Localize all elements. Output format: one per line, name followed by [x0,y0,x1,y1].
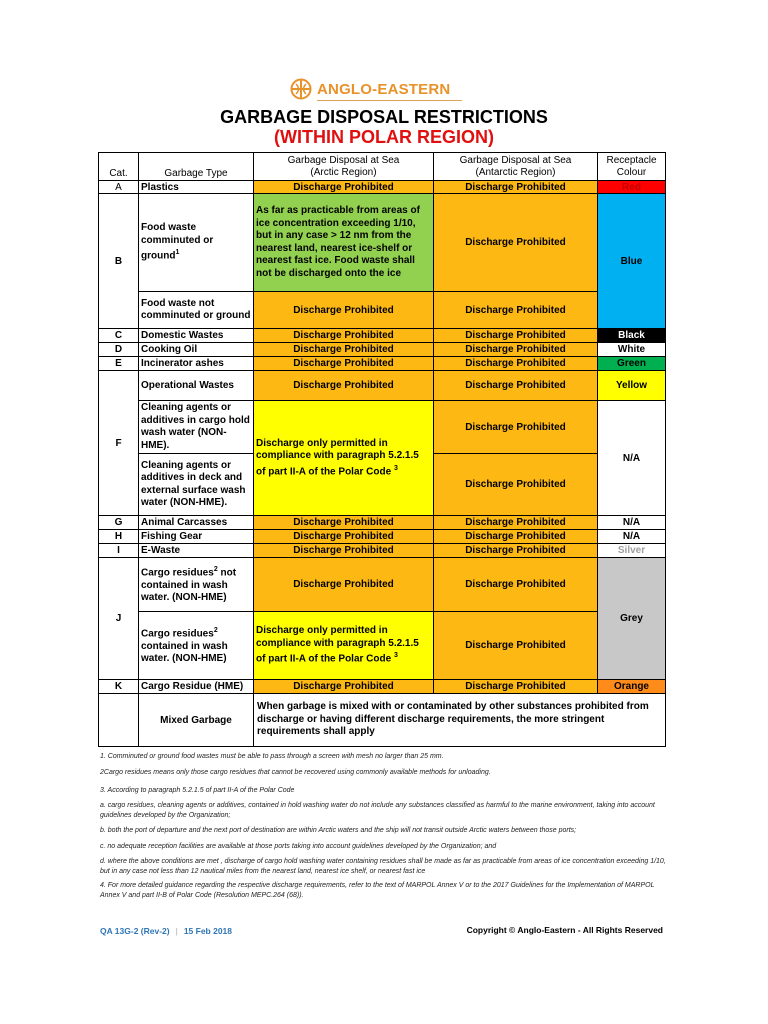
table-row [99,612,666,680]
document-reference [100,926,232,936]
header-arctic-line1: Garbage Disposal at Sea [287,154,400,166]
colour-cell: Yellow [598,371,666,401]
arctic-cell [254,401,434,516]
arctic-cell: Discharge Prohibited [254,181,434,194]
copyright-notice: Copyright © Anglo-Eastern - All Rights Reserved [466,925,663,935]
table-row [99,357,666,371]
cat-cell: J [99,558,139,680]
footnote-ref: 3 [393,464,398,472]
type-cell: Cleaning agents or additives in cargo hold wash water (NON-HME). [139,401,254,454]
type-cell: Mixed Garbage [139,694,254,747]
footnote-1: 1. Comminuted or ground food wastes must be able to pass through a screen with mesh no larger than 25 mm. [100,753,444,760]
table-row [99,181,666,194]
type-cell [139,612,254,680]
colour-cell: Green [598,357,666,371]
header-arctic [254,153,434,181]
antarctic-cell: Discharge Prohibited [434,612,598,680]
footnote-b: b. both the port of departure and the next port of destination are within Arctic waters and the ship will not transit outside Arctic waters between those ports; [100,827,577,834]
page-subtitle: (WITHIN POLAR REGION) [274,127,494,147]
antarctic-cell: Discharge Prohibited [434,181,598,194]
type-text-cont: not contained in wash water. (NON-HME) [141,567,237,604]
type-text: Cargo residues [141,567,214,579]
footnote-d: d. where the above conditions are met , discharge of cargo hold washing water containing residues shall be made as far as practicable from areas of ice concentration exceeding 1/10, but in any case not less than 12 nautical miles from the nearest land, nearest ice shelf, or nearest fast ice [100,858,666,875]
header-antarctic-line2: (Antarctic Region) [475,166,556,178]
antarctic-cell: Discharge Prohibited [434,371,598,401]
footnote-ref: 1 [175,249,180,257]
table-row [99,558,666,612]
arctic-cell: Discharge Prohibited [254,329,434,343]
antarctic-cell: Discharge Prohibited [434,401,598,454]
colour-cell: Red [598,181,666,194]
document-id: QA 13G-2 (Rev-2) [100,926,170,936]
cat-cell: G [99,516,139,530]
footer-separator: | [175,926,178,936]
cat-cell: D [99,343,139,357]
antarctic-cell: Discharge Prohibited [434,194,598,292]
colour-cell: Blue [598,194,666,329]
antarctic-cell: Discharge Prohibited [434,329,598,343]
garbage-restrictions-table [98,152,666,747]
table-row [99,680,666,694]
header-row [99,153,666,181]
footnote-2: 2Cargo residues means only those cargo residues that cannot be recovered using commonly available methods for unloading. [100,769,491,776]
table-row [99,194,666,292]
antarctic-cell: Discharge Prohibited [434,680,598,694]
table-row [99,371,666,401]
type-cell: Operational Wastes [139,371,254,401]
cat-cell: E [99,357,139,371]
header-antarctic [434,153,598,181]
table-row [99,530,666,544]
type-cell: Cleaning agents or additives in deck and external surface wash water (NON-HME). [139,454,254,516]
mixed-rule-cell: When garbage is mixed with or contaminated by other substances prohibited from discharge or having different discharge requirements, the more stringent requirements shall apply [254,694,666,747]
type-cell: Fishing Gear [139,530,254,544]
document-date: 15 Feb 2018 [183,926,233,936]
logo-underline [317,100,462,101]
type-cell: Plastics [139,181,254,194]
table-row [99,544,666,558]
header-colour [598,153,666,181]
permit-text: Discharge only permitted in compliance with paragraph 5.2.1.5 of part II-A of the Polar Code [256,625,419,665]
arctic-cell: Discharge Prohibited [254,558,434,612]
type-cell: Animal Carcasses [139,516,254,530]
cat-cell-empty [99,694,139,747]
colour-cell: Grey [598,558,666,680]
type-cell: Food waste not comminuted or ground [139,292,254,329]
header-colour-line1: Receptacle [606,154,657,166]
table-row [99,292,666,329]
anglo-eastern-emblem-icon [290,78,312,100]
type-cell: Cargo Residue (HME) [139,680,254,694]
table-row [99,516,666,530]
antarctic-cell: Discharge Prohibited [434,292,598,329]
cat-cell: A [99,181,139,194]
type-text: Food waste comminuted or ground [141,222,214,262]
cat-cell: H [99,530,139,544]
footnote-4: 4. For more detailed guidance regarding the respective discharge requirements, refer to the text of MARPOL Annex V or to the 2017 Guidelines for the Implementation of MARPOL Annex V and part II-B of Polar Code (Resolution MEPC.264 (68)). [100,882,655,899]
cat-cell: I [99,544,139,558]
arctic-cell: Discharge Prohibited [254,516,434,530]
arctic-cell: Discharge Prohibited [254,530,434,544]
footnote-ref: 2 [213,627,218,635]
arctic-cell: Discharge Prohibited [254,544,434,558]
type-cell: E-Waste [139,544,254,558]
arctic-cell: Discharge Prohibited [254,371,434,401]
type-text-cont: contained in wash water. (NON-HME) [141,640,228,665]
header-arctic-line2: (Arctic Region) [310,166,377,178]
antarctic-cell: Discharge Prohibited [434,558,598,612]
type-text: Cargo residues [141,628,214,640]
footnote-ref: 3 [393,652,398,660]
colour-cell: Silver [598,544,666,558]
colour-cell: N/A [598,401,666,516]
page-title: GARBAGE DISPOSAL RESTRICTIONS [220,107,548,127]
header-antarctic-line1: Garbage Disposal at Sea [459,154,572,166]
logo-text: ANGLO-EASTERN [317,80,451,98]
arctic-cell: Discharge Prohibited [254,343,434,357]
cat-cell: K [99,680,139,694]
type-cell: Domestic Wastes [139,329,254,343]
footnote-c: c. no adequate reception facilities are available at those ports taking into account guidelines developed by the Organization; and [100,843,497,850]
antarctic-cell: Discharge Prohibited [434,530,598,544]
colour-cell: White [598,343,666,357]
type-cell [139,194,254,292]
footnote-a: a. cargo residues, cleaning agents or additives, contained in hold washing water do not include any substances classified as harmful to the marine environment, taking into account guidelines developed by the Organization; [100,802,655,819]
header-garbage-type: Garbage Type [139,153,254,181]
cat-cell: C [99,329,139,343]
arctic-cell: As far as practicable from areas of ice concentration exceeding 1/10, but in any case > 12 nm from the nearest land, nearest ice-shelf or nearest fast ice. Food waste shall not be discharged onto the ice [254,194,434,292]
cat-cell: F [99,371,139,516]
table-row [99,694,666,747]
colour-cell: Orange [598,680,666,694]
antarctic-cell: Discharge Prohibited [434,544,598,558]
footnote-ref: 2 [213,566,218,574]
antarctic-cell: Discharge Prohibited [434,343,598,357]
antarctic-cell: Discharge Prohibited [434,454,598,516]
colour-cell: N/A [598,516,666,530]
header-cat: Cat. [99,153,139,181]
arctic-cell: Discharge Prohibited [254,292,434,329]
permit-text: Discharge only permitted in compliance with paragraph 5.2.1.5 of part II-A of the Polar Code [256,437,419,477]
arctic-cell: Discharge Prohibited [254,357,434,371]
type-cell [139,558,254,612]
company-logo [290,78,450,100]
arctic-cell: Discharge Prohibited [254,680,434,694]
colour-cell: N/A [598,530,666,544]
antarctic-cell: Discharge Prohibited [434,516,598,530]
table-row [99,343,666,357]
type-cell: Cooking Oil [139,343,254,357]
type-cell: Incinerator ashes [139,357,254,371]
table-row [99,329,666,343]
antarctic-cell: Discharge Prohibited [434,357,598,371]
colour-cell: Black [598,329,666,343]
footnote-3: 3. According to paragraph 5.2.1.5 of part II-A of the Polar Code [100,787,295,794]
table-row [99,401,666,454]
arctic-cell [254,612,434,680]
cat-cell: B [99,194,139,329]
header-colour-line2: Colour [616,166,647,178]
